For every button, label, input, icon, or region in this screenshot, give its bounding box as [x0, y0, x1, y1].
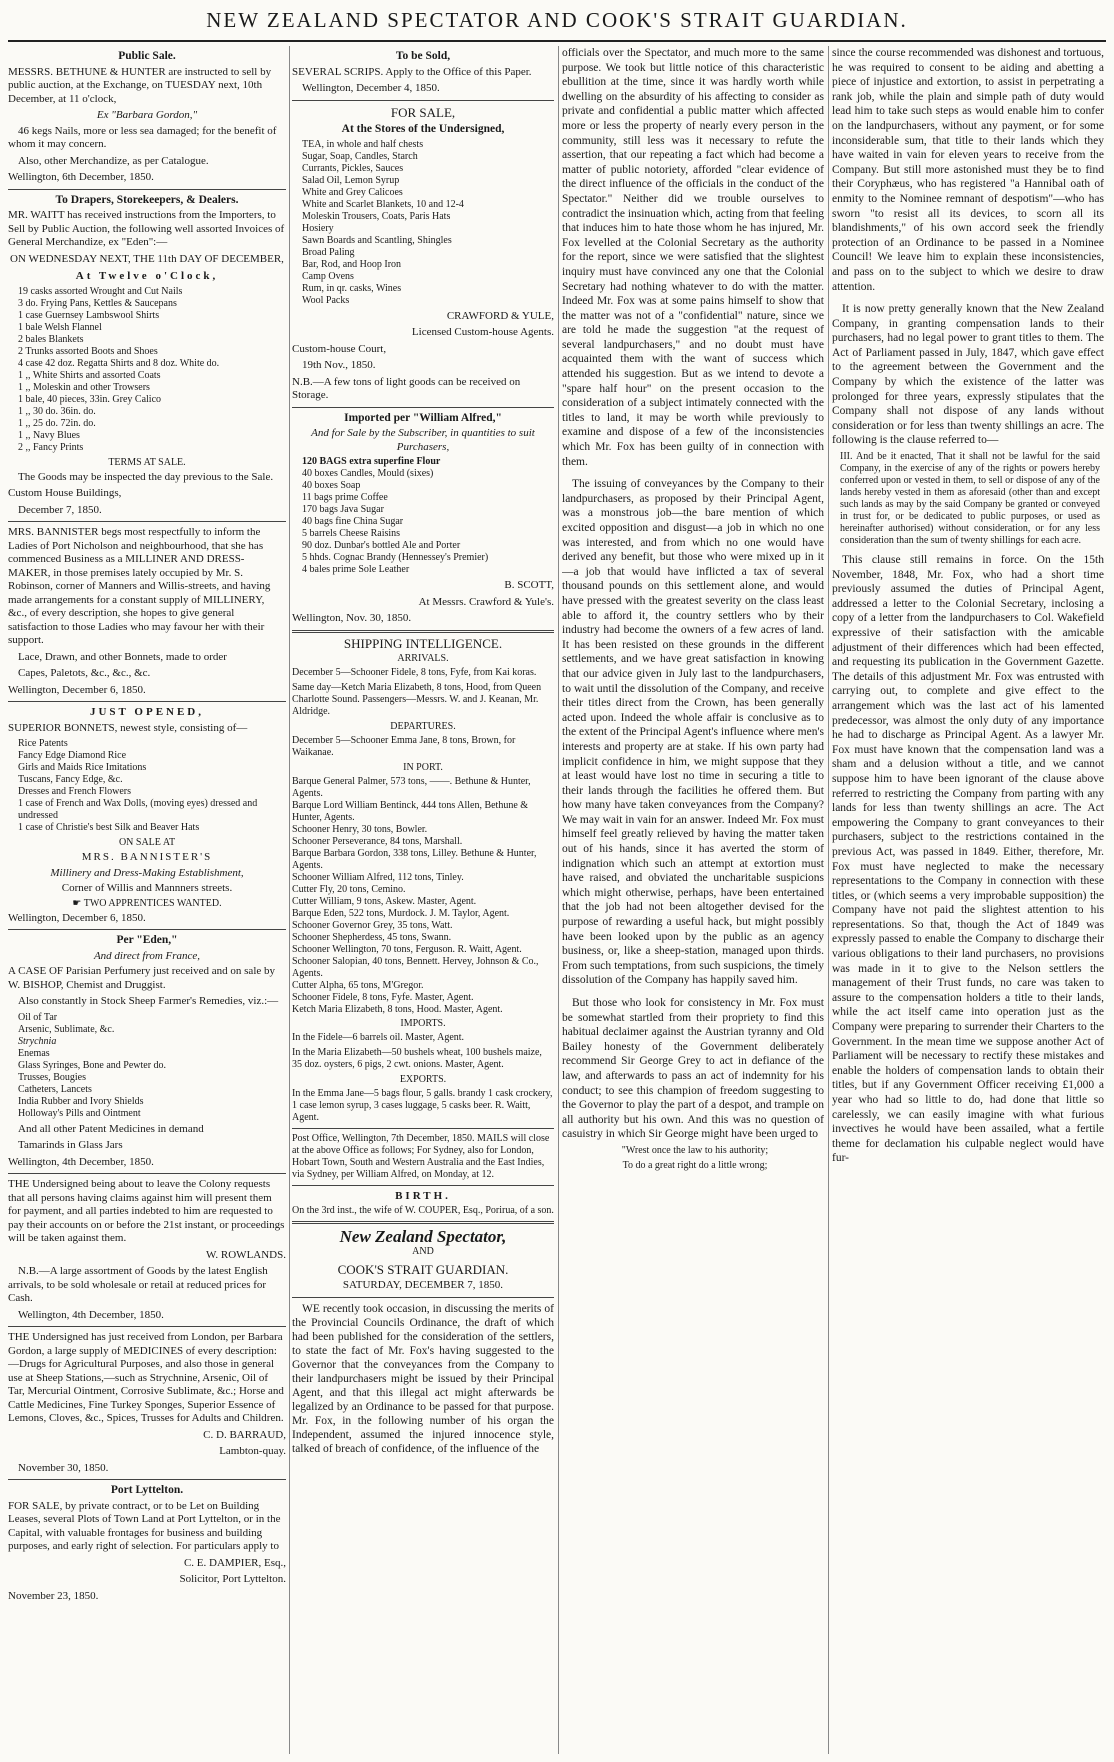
separator [8, 1326, 286, 1327]
ad-perfumery [8, 934, 286, 1169]
ad-for-sale-stores [292, 106, 554, 403]
act-clause: III. And be it enacted, That it shall not be lawful for the said Company, in the exercise of any of the rights or powers hereby conferred upon or vested in them, to sell or dispose of any of the lands hereby vested in them as aforesaid (other than and except such lands as may by the said Company be granted or conveyed in trust for, or be dedicated to public purposes, or used as hereinafter authorised) without consideration, or for any less consideration than the sum of twenty shillings for each acre. [840, 451, 1100, 547]
list-item: 1 ,, Moleskin and other Trowsers [18, 381, 150, 393]
ad-body: FOR SALE, by private contract, or to be Let on Building Leases, several Plots of Town Land at Port Lyttelton, or in the Capital, with valuable frontages for business and building purposes, and early right of selection. For particulars apply to [8, 1499, 281, 1552]
editorial-paragraph: The issuing of conveyances by the Company to their landpurchasers, as proposed by their Principal Agent, was a monstrous job—the bare mention of which excited opposition and disgust—a job in which no one was interested, and from which no one would have derived any benefit, but those who were mixed up in it—a job that would have inflicted a tax of several thousand pounds on this settlement alone, and would have pressed with the greatest severity on the class least able to afford it, the country settlers who by their industry had become the owners of a few acres of land. It has been resisted on these grounds in the different settlements, and we have great satisfaction in knowing that our advice given in July last to the landpurchasers, to wait until the dissolution of the Company, and receive their titles direct from the Crown, has been generally acted upon. Indeed the whole affair is conclusive as to the extent of the Principal Agent's influence where men's interests and property are at stake. If his own party had implicit confidence in him, we might suppose that they at least would have lost no time in securing a title to their lands through the facilities he offered them. But how many have taken conveyances from the Company? We may wait in vain for an answer. Indeed Mr. Fox must himself feel greatly relieved by having the matter taken out of his hands, since it has averted the storm of indignation which such an attempt at extortion must have raised, and obviated the uncharitable suspicions which might otherwise, perhaps, have been entertained that the job had not been altogether devised for the purpose of rewarding a useful hack, but might possibly have been looked upon by the public as an agency business, or, like a sheep-station, managed upon thirds. From such temptations, from such suspicions, the timely dissolution of the Company has happily saved him. [562, 478, 824, 987]
ad-port-lyttelton [8, 1484, 286, 1603]
ad-body: Tamarinds in Glass Jars [18, 1139, 123, 1151]
list-item: Schooner Fidele, 8 tons, Fyfe. Master, Agent. [292, 991, 474, 1003]
subsection-heading: DEPARTURES. [390, 720, 456, 732]
ad-onsale: ON SALE AT [118, 837, 176, 848]
list-item: Wool Packs [302, 294, 350, 306]
shipping-entry: In the Fidele—6 barrels oil. Master, Agent. [292, 1031, 465, 1043]
list-item: White and Scarlet Blankets, 10 and 12-4 [302, 198, 464, 210]
separator [8, 189, 286, 190]
list-item: 90 doz. Dunbar's bottled Ale and Porter [302, 540, 461, 551]
column-advertisements-1 [8, 46, 286, 1606]
separator [292, 1185, 554, 1186]
ad-william-alfred [292, 412, 554, 626]
list-item: Sugar, Soap, Candles, Starch [302, 150, 418, 162]
ad-time: At Twelve o'Clock, [75, 270, 219, 282]
ad-terms: TERMS AT SALE. [108, 456, 186, 468]
ad-body: SUPERIOR BONNETS, newest style, consisting of— [8, 721, 248, 734]
list-item: 1 ,, White Shirts and assorted Coats [18, 369, 161, 381]
editorial-paragraph: But those who look for consistency in Mr. Fox must be somewhat startled from their propriety to find this habitual declaimer against the Austrian tyranny and Old Bailey honesty of the Government deliberately recommend Sir George Grey to act in defiance of the law, and afterwards to pass an act of indemnity for his conduct; to see this champion of freedom suggesting to the Governor to play the part of a despot, and trample on all authority but his own. And this was no question of casuistry in which Sir George might have been urged to [562, 997, 824, 1141]
ad-signature: W. ROWLANDS. [206, 1248, 286, 1261]
list-item: Schooner Henry, 30 tons, Bowler. [292, 823, 428, 835]
ad-signature: Solicitor, Port Lyttelton. [179, 1573, 286, 1585]
list-item: Fancy Edge Diamond Rice [18, 750, 127, 761]
ad-drapers-auction [8, 194, 286, 518]
nameplate-date: SATURDAY, DECEMBER 7, 1850. [342, 1279, 504, 1291]
ad-corner: Corner of Willis and Mannners streets. [61, 882, 233, 894]
separator [8, 701, 286, 702]
ad-subheading: At the Stores of the Undersigned, [341, 123, 505, 135]
ad-shop-name: MRS. BANNISTER'S [81, 851, 213, 863]
ad-ex: Ex "Barbara Gordon," [96, 109, 198, 121]
list-item: Cutter Fly, 20 tons, Cemino. [292, 883, 406, 895]
list-item: Ketch Maria Elizabeth, 8 tons, Hood. Master, Agent. [292, 1003, 503, 1015]
list-item: 3 do. Frying Pans, Kettles & Saucepans [18, 297, 177, 309]
editorial-paragraph: since the course recommended was dishonest and tortuous, he was required to consent to be aiding and abetting a piece of injustice and extortion, to assist in perpetrating a rank job, while the plain and simple path of duty would lead him to take such steps as would enable him to confer on the landpurchasers, without any payment, or for some inconsiderable sum, that title to their lands which they have waited in vain for eleven years to receive from the Company. But still more astonished must they be to find their Coryphæus, who has registered "a Hannibal oath of enmity to the Nominee remnant of despotism"—who has sworn "to resist all its devices, to scorn all its blandishments," of his own accord seek the friendly protection of an Ordinance to be passed in a Nominee Council! We leave him to explain these inconsistencies, and pass on to the subject to which we desire to draw attention. [832, 47, 1104, 293]
ad-address: Custom House Buildings, [8, 487, 122, 499]
list-item: 40 boxes Soap [302, 480, 361, 491]
list-item: Tuscans, Fancy Edge, &c. [18, 774, 123, 785]
ad-body: Capes, Paletots, &c., &c., &c. [18, 667, 151, 679]
ad-body: MESSRS. BETHUNE & HUNTER are instructed to sell by public auction, at the Exchange, on TUESDAY next, 10th December, at 11 o'clock, [8, 65, 272, 105]
list-item: Schooner William Alfred, 112 tons, Tinley. [292, 871, 464, 883]
ad-bannister-millinery [8, 526, 286, 697]
list-item: Sawn Boards and Scantling, Shingles [302, 234, 452, 246]
ad-body: N.B.—A large assortment of Goods by the latest English arrivals, to be sold wholesale or retail at reduced prices for Cash. [8, 1265, 268, 1304]
ad-heading: To Drapers, Storekeepers, & Dealers. [55, 193, 239, 206]
column-editorial-2 [832, 46, 1104, 1169]
ad-scrips [292, 50, 554, 96]
column-editorial-1 [562, 46, 824, 1175]
list-item: 11 bags prime Coffee [302, 492, 388, 503]
ad-item-list [18, 1012, 286, 1120]
ad-heading: To be Sold, [395, 50, 451, 62]
list-item: 4 bales prime Sole Leather [302, 564, 410, 575]
subsection-heading: IN PORT. [403, 761, 443, 773]
list-item: Moleskin Trousers, Coats, Paris Hats [302, 210, 451, 222]
list-item: 4 case 42 doz. Regatta Shirts and 8 doz. White do. [18, 357, 220, 369]
separator [292, 1221, 554, 1224]
list-item: 1 case of French and Wax Dolls, (moving eyes) dressed and undressed [18, 798, 258, 821]
birth-body: On the 3rd inst., the wife of W. COUPER, Esq., Porirua, of a son. [292, 1205, 554, 1216]
ad-body: Also constantly in Stock Sheep Farmer's Remedies, viz.:— [18, 995, 279, 1007]
shipping-entry: December 5—Schooner Fidele, 8 tons, Fyfe, from Kai koras. [292, 666, 537, 678]
list-item: Rum, in qr. casks, Wines [302, 282, 402, 294]
list-item: 1 bale Welsh Flannel [18, 321, 102, 333]
list-item: Enemas [18, 1047, 50, 1059]
list-item: Currants, Pickles, Sauces [302, 162, 404, 174]
ad-body: A CASE OF Parisian Perfumery just received and on sale by W. BISHOP, Chemist and Druggist. [8, 965, 276, 991]
ad-item-list [302, 139, 554, 307]
section-heading: SHIPPING INTELLIGENCE. [343, 635, 503, 651]
ad-signature: C. E. DAMPIER, Esq., [183, 1556, 286, 1569]
list-item: Girls and Maids Rice Imitations [18, 762, 147, 773]
list-item: Cutter William, 9 tons, Askew. Master, Agent. [292, 895, 477, 907]
list-item: Catheters, Lancets [18, 1083, 92, 1095]
column-divider-2 [558, 46, 559, 1754]
editorial-paragraph: officials over the Spectator, and much more to the same purpose. We took but little notice of this characteristic ebullition at the time, since it was hardly worth while dwelling on the absurdity of his affecting to consider as private and confidential a public matter which affected more or less the property of nearly every person in the community, still less was it necessary to refute the assertion, that our repeating a fact which had become a matter of public notoriety, afforded "clear evidence of the direct influence of the officials in the conduct of the Spectator." Neither did we trouble ourselves to contradict the insinuation which, acting from that feeling that induces him to hate those whom he has injured, Mr. Fox levelled at the Colonial Secretary as the authority for the report, since we were satisfied that the slightest inquiry must have convinced any one that the Colonial Secretary had nothing whatever to do with the matter. Indeed Mr. Fox was at some pains himself to show that the matter was not of a "confidential" nature, since we are told he made the suggestion "at the request of several landpurchasers," and no doubt must have acquainted them with the want of success which attended his suggestion. But as we intend to devote a "spare half hour" on the present occasion to the consideration of a subject intimately connected with the titles to land, it may be worth while previously to examine and dispose of a few of the inconsistencies which Mr. Fox has been guilty of in connection with them. [562, 47, 824, 468]
column-divider-3 [828, 46, 829, 1754]
list-item: 120 BAGS extra superfine Flour [302, 456, 441, 467]
ad-date: Wellington, December 6, 1850. [8, 911, 146, 924]
shipping-intelligence [292, 635, 554, 1124]
ad-apprentices: ☛ TWO APPRENTICES WANTED. [72, 897, 222, 909]
list-item: Broad Paling [302, 246, 355, 258]
list-item: 1 ,, Navy Blues [18, 429, 80, 441]
column-advertisements-2 [292, 46, 554, 1459]
ad-heading: Per "Eden," [116, 934, 178, 946]
list-item: 1 bale, 40 pieces, 33in. Grey Calico [18, 393, 162, 405]
list-item: 1 ,, 25 do. 72in. do. [18, 417, 96, 429]
ad-body: THE Undersigned being about to leave the Colony requests that all persons having claims against him will present them for payment, and all parties indebted to him are requested to pay their accounts on or before the 21st instant, or proceedings will be taken against them. [8, 1178, 285, 1244]
ad-public-sale [8, 50, 286, 185]
ad-body: And all other Patent Medicines in demand [18, 1122, 204, 1135]
ad-signature: CRAWFORD & YULE, [446, 309, 554, 322]
list-item: 5 hhds. Cognac Brandy (Hennessey's Premier) [302, 552, 489, 563]
ad-date: December 7, 1850. [18, 503, 102, 516]
ad-heading: FOR SALE, [390, 104, 456, 120]
list-item: 40 bags fine China Sugar [302, 516, 404, 527]
subsection-heading: IMPORTS. [400, 1017, 446, 1029]
list-item: Strychnia [18, 1035, 57, 1047]
in-port-list [292, 776, 554, 1016]
separator [292, 1297, 554, 1298]
list-item: 19 casks assorted Wrought and Cut Nails [18, 285, 183, 297]
verse-line: To do a great right do a little wrong; [622, 1159, 768, 1171]
ad-barraud-medicines [8, 1331, 286, 1475]
ad-date: November 23, 1850. [8, 1589, 99, 1602]
list-item: India Rubber and Ivory Shields [18, 1095, 144, 1107]
ad-body: MR. WAITT has received instructions from the Importers, to Sell by Public Auction, the following well assorted Invoices of General Merchandize, ex "Eden":— [8, 209, 285, 248]
ad-heading: Public Sale. [118, 50, 176, 62]
ad-date: Wellington, December 4, 1850. [302, 82, 440, 94]
list-item: Glass Syringes, Bone and Pewter do. [18, 1059, 167, 1071]
shipping-entry: In the Emma Jane—5 bags flour, 5 galls. brandy 1 cask crockery, 1 case lemon syrup, 3 cases luggage, 5 casks beer. R. Waitt, Agent. [292, 1087, 553, 1123]
ad-note: N.B.—A few tons of light goods can be received on Storage. [292, 375, 521, 401]
list-item: Schooner Salopian, 40 tons, Bennett. Hervey, Johnson & Co., Agents. [292, 955, 539, 979]
list-item: 5 barrels Cheese Raisins [302, 528, 401, 539]
ad-just-opened [8, 706, 286, 925]
ad-date: November 30, 1850. [18, 1461, 109, 1474]
ad-date: Wellington, 4th December, 1850. [8, 1155, 154, 1168]
post-office-notice: Post Office, Wellington, 7th December, 1850. MAILS will close at the above Office as follows; For Sydney, also for London, Hobart Town, South and Western Australia and the East Indies, via Sydney, per William Alfred, on Monday, at 12. [292, 1132, 550, 1180]
list-item: Camp Ovens [302, 270, 354, 282]
ad-rowlands [8, 1178, 286, 1322]
list-item: 2 bales Blankets [18, 333, 84, 345]
nameplate-title: New Zealand Spectator, [339, 1227, 507, 1246]
shipping-entry: December 5—Schooner Emma Jane, 8 tons, Brown, for Waikanae. [292, 734, 516, 758]
ad-when: ON WEDNESDAY NEXT, THE 11th DAY OF DECEMBER, [10, 252, 284, 265]
ad-date: Wellington, 4th December, 1850. [18, 1308, 164, 1321]
ad-address: Custom-house Court, [292, 342, 387, 355]
ad-item-list [18, 286, 286, 454]
separator [292, 100, 554, 101]
birth-notice [292, 1190, 554, 1218]
ad-heading: Port Lyttelton. [110, 1484, 184, 1496]
list-item: White and Grey Calicoes [302, 186, 403, 198]
masthead [0, 0, 1114, 40]
list-item: Barque Lord William Bentinck, 444 tons Allen, Bethune & Hunter, Agents. [292, 799, 529, 823]
nameplate-subtitle: COOK'S STRAIT GUARDIAN. [337, 1261, 509, 1277]
separator [8, 1479, 286, 1480]
subsection-heading: EXPORTS. [399, 1073, 447, 1085]
ad-body: SEVERAL SCRIPS. Apply to the Office of this Paper. [292, 65, 532, 78]
ad-body: MRS. BANNISTER begs most respectfully to inform the Ladies of Port Nicholson and neighbourhood, that she has commenced Business as a MILLINER AND DRESS-MAKER, in those premises lately occupied by Mr. S. Robinson, corner of Manners and Willis-streets, and having made arrangements for a constant supply of MILLINERY, &c., of every description, she hopes to give general satisfaction to those Ladies who may favour her with their support. [8, 526, 271, 646]
ad-heading: JUST OPENED, [89, 706, 205, 718]
section-heading: BIRTH. [395, 1189, 451, 1202]
ad-item-list [302, 456, 554, 576]
list-item: Salad Oil, Lemon Syrup [302, 174, 400, 186]
list-item: Arsenic, Sublimate, &c. [18, 1023, 115, 1035]
editorial-paragraph: It is now pretty generally known that the New Zealand Company, in granting compensation lands to their purchasers, had no legal power to grant titles to them. The Act of Parliament passed in July, 1847, which gave effect to the agreement between the Government and the Company by which the existence of the latter was prolonged for three years, expressly stipulates that the Company shall not dispose of any lands without consideration or for less than twenty shillings an acre. The following is the clause referred to— [832, 303, 1104, 447]
editorial-opening: WE recently took occasion, in discussing the merits of the Provincial Councils Ordinance, the draft of which had been published for the consideration of the settlers, to state the fact of Mr. Fox's having suggested to the Governor that the conveyances from the Company to their landpurchasers might be issued by their Principal Agent, and that this illegal act might afterwards be legalized by an Ordinance to be passed for that purpose. Mr. Fox, in the following number of his organ the Independent, assumed the injured innocence style, talked of breach of confidence, of the influence of the [292, 1302, 554, 1455]
ad-establishment: Millinery and Dress-Making Establishment, [50, 866, 244, 879]
ad-body: 46 kegs Nails, more or less sea damaged; for the benefit of whom it may concern. [8, 124, 277, 150]
separator [292, 630, 554, 633]
ad-signature: At Messrs. Crawford & Yule's. [418, 595, 554, 608]
ad-signature: Lambton-quay. [219, 1445, 286, 1457]
ad-body: Lace, Drawn, and other Bonnets, made to order [18, 650, 227, 663]
ad-heading: Imported per "William Alfred," [344, 411, 502, 424]
verse-line: "Wrest once the law to his authority; [621, 1144, 769, 1156]
list-item: Holloway's Pills and Ointment [18, 1107, 141, 1119]
ad-date: Wellington, December 6, 1850. [8, 683, 146, 696]
list-item: Cutter Alpha, 65 tons, M'Gregor. [292, 979, 424, 991]
list-item: Schooner Governor Grey, 35 tons, Watt. [292, 919, 453, 931]
editorial-paragraph: This clause still remains in force. On the 15th November, 1848, Mr. Fox, who had a short time previously assumed the duties of Principal Agent, addressed a letter to the Colonial Secretary, inclosing a copy of a letter from the landpurchasers to Col. Wakefield expressive of their satisfaction with the amicable adjustment of their differences which had been effected, and requesting its publication in the Government Gazette. The details of this adjustment Mr. Fox was entrusted with carrying out, to complete and give effect to the arrangement which was the last act of his lamented predecessor, was almost the only duty of any importance he had to discharge as Principal Agent. As a lawyer Mr. Fox must have known that the compensation land was a sham and a delusion without a title, and we cannot suppose him to have been ignorant of the clause above referred to restricting the Company from parting with any lands for less than twenty shillings an acre. The Act empowering the Company to grant conveyances to their purchasers, subject to the restrictions contained in the previous Act, was passed in 1849. Either, therefore, Mr. Fox must have neglected to make the necessary representations to the Company in connection with these titles, or (which seems a very improbable supposition) the Company have not paid the slightest attention to his representations. So that, though the Act of 1849 was expressly passed to enable the Company to discharge their various obligations to their land purchasers, no provisions was made in it to give to the Nelson settlers the management of their Trust funds, no care was taken to assure to the compensation holders a title to their lands, while the act itself came into operation just as the Company were preparing to surrender their Charters to the Government. In the mean time we suppose another Act of Parliament will be necessary to rectify these mistakes and enable the holders of compensation lands to obtain their titles, but if any Government Officer receiving £1,000 a year who had so little to do, had done that little so carelessly, we can easily imagine with what furious invectives he would have been assailed, what a fertile theme for declamation his culpable neglect would have fur- [832, 554, 1104, 1165]
ad-subheading: And for Sale by the Subscriber, in quantities to suit Purchasers, [311, 427, 535, 453]
ad-subheading: And direct from France, [93, 949, 201, 962]
ad-signature: B. SCOTT, [504, 579, 554, 591]
list-item: Schooner Perseverance, 84 tons, Marshall. [292, 835, 463, 847]
list-item: 2 Trunks assorted Boots and Shoes [18, 345, 158, 357]
nameplate [292, 1227, 554, 1293]
ad-item-list [18, 738, 286, 834]
list-item: 40 boxes Candles, Mould (sixes) [302, 468, 434, 479]
shipping-entry: Same day—Ketch Maria Elizabeth, 8 tons, Hood, from Queen Charlotte Sound. Passengers—Messrs. W. and J. Keanan, Mr. Aldridge. [292, 681, 542, 717]
ad-date: Wellington, 6th December, 1850. [8, 171, 154, 183]
list-item: Oil of Tar [18, 1011, 58, 1023]
list-item: 170 bags Java Sugar [302, 504, 384, 515]
separator [8, 929, 286, 930]
column-divider-1 [289, 46, 290, 1754]
list-item: 1 ,, 30 do. 36in. do. [18, 405, 96, 417]
ad-date: 19th Nov., 1850. [302, 359, 376, 371]
separator [8, 521, 286, 522]
list-item: 2 ,, Fancy Prints [18, 441, 84, 453]
subsection-heading: ARRIVALS. [397, 652, 449, 664]
ad-signature: C. D. BARRAUD, [203, 1428, 286, 1441]
list-item: Schooner Wellington, 70 tons, Ferguson. R. Waitt, Agent. [292, 943, 522, 955]
ad-date: Wellington, Nov. 30, 1850. [292, 612, 412, 624]
masthead-rule [8, 40, 1106, 42]
list-item: Rice Patents [18, 738, 68, 749]
list-item: Hosiery [302, 222, 334, 234]
ad-body: The Goods may be inspected the day previous to the Sale. [18, 470, 274, 483]
list-item: Bar, Rod, and Hoop Iron [302, 258, 402, 270]
ad-signature: Licensed Custom-house Agents. [411, 326, 554, 338]
ad-body: THE Undersigned has just received from London, per Barbara Gordon, a large supply of MEDICINES of every description:—Drugs for Agricultural Purposes, and also those in general use at Sheep Stations,—such as Strychnine, Arsenic, Oil of Tar, Mercurial Ointment, Corrosive Sublimate, &c.; Horse and Cattle Medicines, Fine Turkey Sponges, Superior Essence of Lemons, Cloves, &c., Spices, Trusses for Adults and Children. [8, 1331, 284, 1424]
list-item: 1 case of Christie's best Silk and Beaver Hats [18, 822, 200, 833]
list-item: Barque Eden, 522 tons, Murdock. J. M. Taylor, Agent. [292, 907, 510, 919]
masthead-title: NEW ZEALAND SPECTATOR AND COOK'S STRAIT GUARDIAN. [206, 8, 908, 32]
shipping-entry: In the Maria Elizabeth—50 bushels wheat, 100 bushels maize, 35 doz. oysters, 6 pigs, 2 cwt. onions. Master, Agent. [292, 1046, 542, 1070]
list-item: TEA, in whole and half chests [302, 138, 424, 150]
list-item: Trusses, Bougies [18, 1071, 86, 1083]
list-item: Schooner Shepherdess, 45 tons, Swann. [292, 931, 452, 943]
list-item: Dresses and French Flowers [18, 786, 132, 797]
separator [292, 1128, 554, 1129]
list-item: 1 case Guernsey Lambswool Shirts [18, 309, 160, 321]
separator [292, 407, 554, 408]
list-item: Barque Barbara Gordon, 338 tons, Lilley. Bethune & Hunter, Agents. [292, 847, 537, 871]
nameplate-and: AND [412, 1245, 434, 1257]
ad-body: Also, other Merchandize, as per Catalogue. [18, 154, 209, 167]
list-item: Barque General Palmer, 573 tons, ——. Bethune & Hunter, Agents. [292, 775, 531, 799]
separator [8, 1173, 286, 1174]
